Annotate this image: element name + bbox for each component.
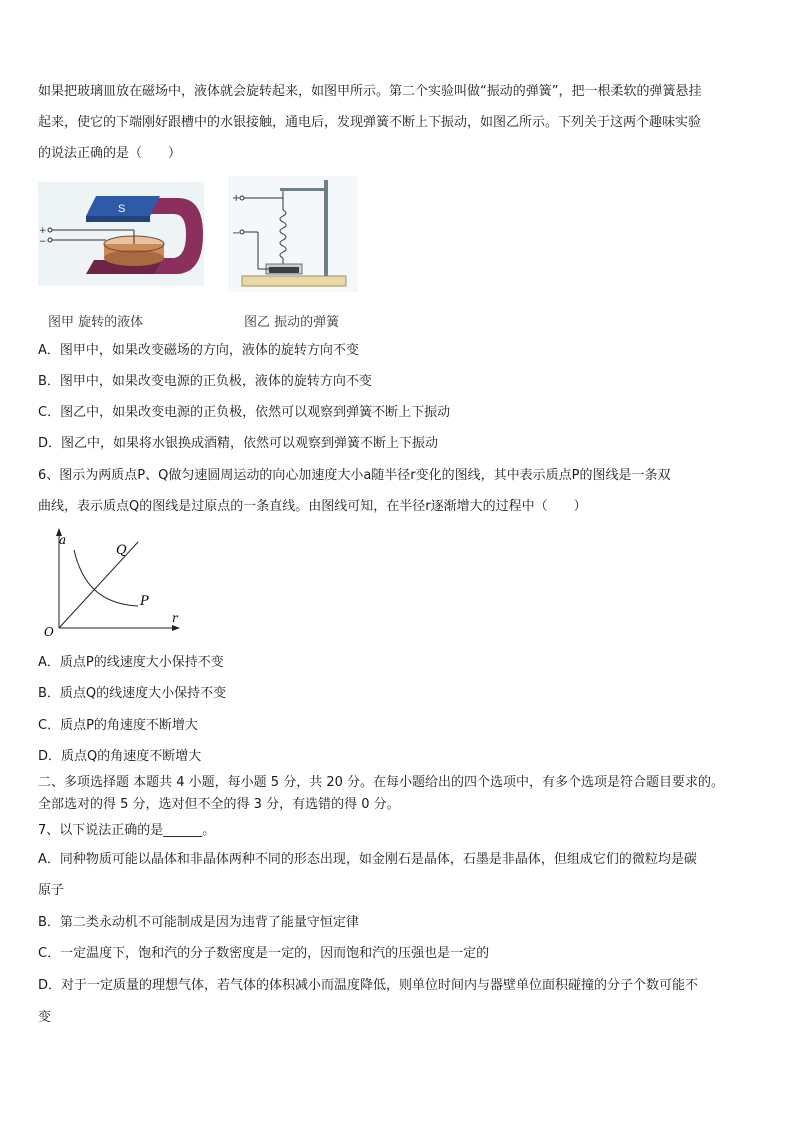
- label-p: P: [140, 594, 149, 609]
- plus-label-b: +: [232, 193, 241, 204]
- q7-option-d-line2: 变: [38, 1010, 52, 1025]
- label-origin: O: [44, 625, 54, 638]
- label-q: Q: [116, 543, 127, 558]
- q7-option-d-line1: D．对于一定质量的理想气体，若气体的体积减小而温度降低，则单位时间内与器壁单位面积碰撞的分子个数可能不: [38, 978, 699, 993]
- q5-option-a: A．图甲中，如果改变磁场的方向，液体的旋转方向不变: [38, 343, 359, 358]
- q6-stem-line1: 6、图示为两质点P、Q做匀速圆周运动的向心加速度大小a随半径r变化的图线，其中表示质点P的图线是一条双: [38, 468, 671, 483]
- x-axis-arrow: [172, 625, 180, 631]
- q5-option-c: C．图乙中，如果改变电源的正负极，依然可以观察到弹簧不断上下振动: [38, 405, 451, 420]
- q5-option-d: D．图乙中，如果将水银换成酒精，依然可以观察到弹簧不断上下振动: [38, 436, 439, 451]
- minus-label-b: −: [232, 228, 241, 239]
- q7-option-a-line1: A．同种物质可能以晶体和非晶体两种不同的形态出现，如金刚石是晶体，石墨是非晶体，但组成它们的微粒均是碳: [38, 852, 697, 867]
- section2-instructions-line2: 全部选对的得 5 分，选对但不全的得 3 分，有选错的得 0 分。: [38, 797, 400, 812]
- q7-option-b: B．第二类永动机不可能制成是因为违背了能量守恒定律: [38, 915, 359, 930]
- label-axis-a: a: [59, 533, 67, 547]
- magnet-pole-label: S: [118, 203, 126, 215]
- q5-option-b: B．图甲中，如果改变电源的正负极，液体的旋转方向不变: [38, 374, 372, 389]
- caption-figure-a: 图甲 旋转的液体: [48, 315, 144, 330]
- caption-figure-b: 图乙 振动的弹簧: [244, 315, 340, 330]
- plus-label-a: +: [39, 226, 47, 236]
- q6-option-d: D．质点Q的角速度不断增大: [38, 749, 202, 764]
- q5-intro-line1: 如果把玻璃皿放在磁场中，液体就会旋转起来，如图甲所示。第二个实验叫做“振动的弹簧”，把一根柔软的弹簧悬挂: [38, 84, 702, 99]
- q6-graph: [38, 528, 188, 638]
- figure-rotating-liquid: [38, 182, 204, 286]
- q7-option-c: C．一定温度下，饱和汽的分子数密度是一定的，因而饱和汽的压强也是一定的: [38, 946, 490, 961]
- section2-instructions-line1: 二、多项选择题 本题共 4 小题，每小题 5 分，共 20 分。在每小题给出的四个选项中，有多个选项是符合题目要求的。: [38, 775, 725, 790]
- q6-option-b: B．质点Q的线速度大小保持不变: [38, 686, 227, 701]
- q6-option-a: A．质点P的线速度大小保持不变: [38, 655, 224, 670]
- label-axis-r: r: [172, 611, 178, 625]
- curve-p: [74, 550, 138, 606]
- figure-vibrating-spring: [228, 176, 358, 292]
- q5-intro-line3: 的说法正确的是（ ）: [38, 146, 182, 161]
- minus-label-a: −: [39, 237, 47, 247]
- q6-stem-line2: 曲线，表示质点Q的图线是过原点的一条直线。由图线可知，在半径r逐渐增大的过程中（ ）: [38, 499, 587, 514]
- q5-intro-line2: 起来，使它的下端刚好跟槽中的水银接触，通电后，发现弹簧不断上下振动，如图乙所示。下列关于这两个趣味实验: [38, 115, 702, 130]
- q6-option-c: C．质点P的角速度不断增大: [38, 718, 198, 733]
- q7-stem: 7、以下说法正确的是______。: [38, 823, 216, 838]
- q7-option-a-line2: 原子: [38, 883, 65, 898]
